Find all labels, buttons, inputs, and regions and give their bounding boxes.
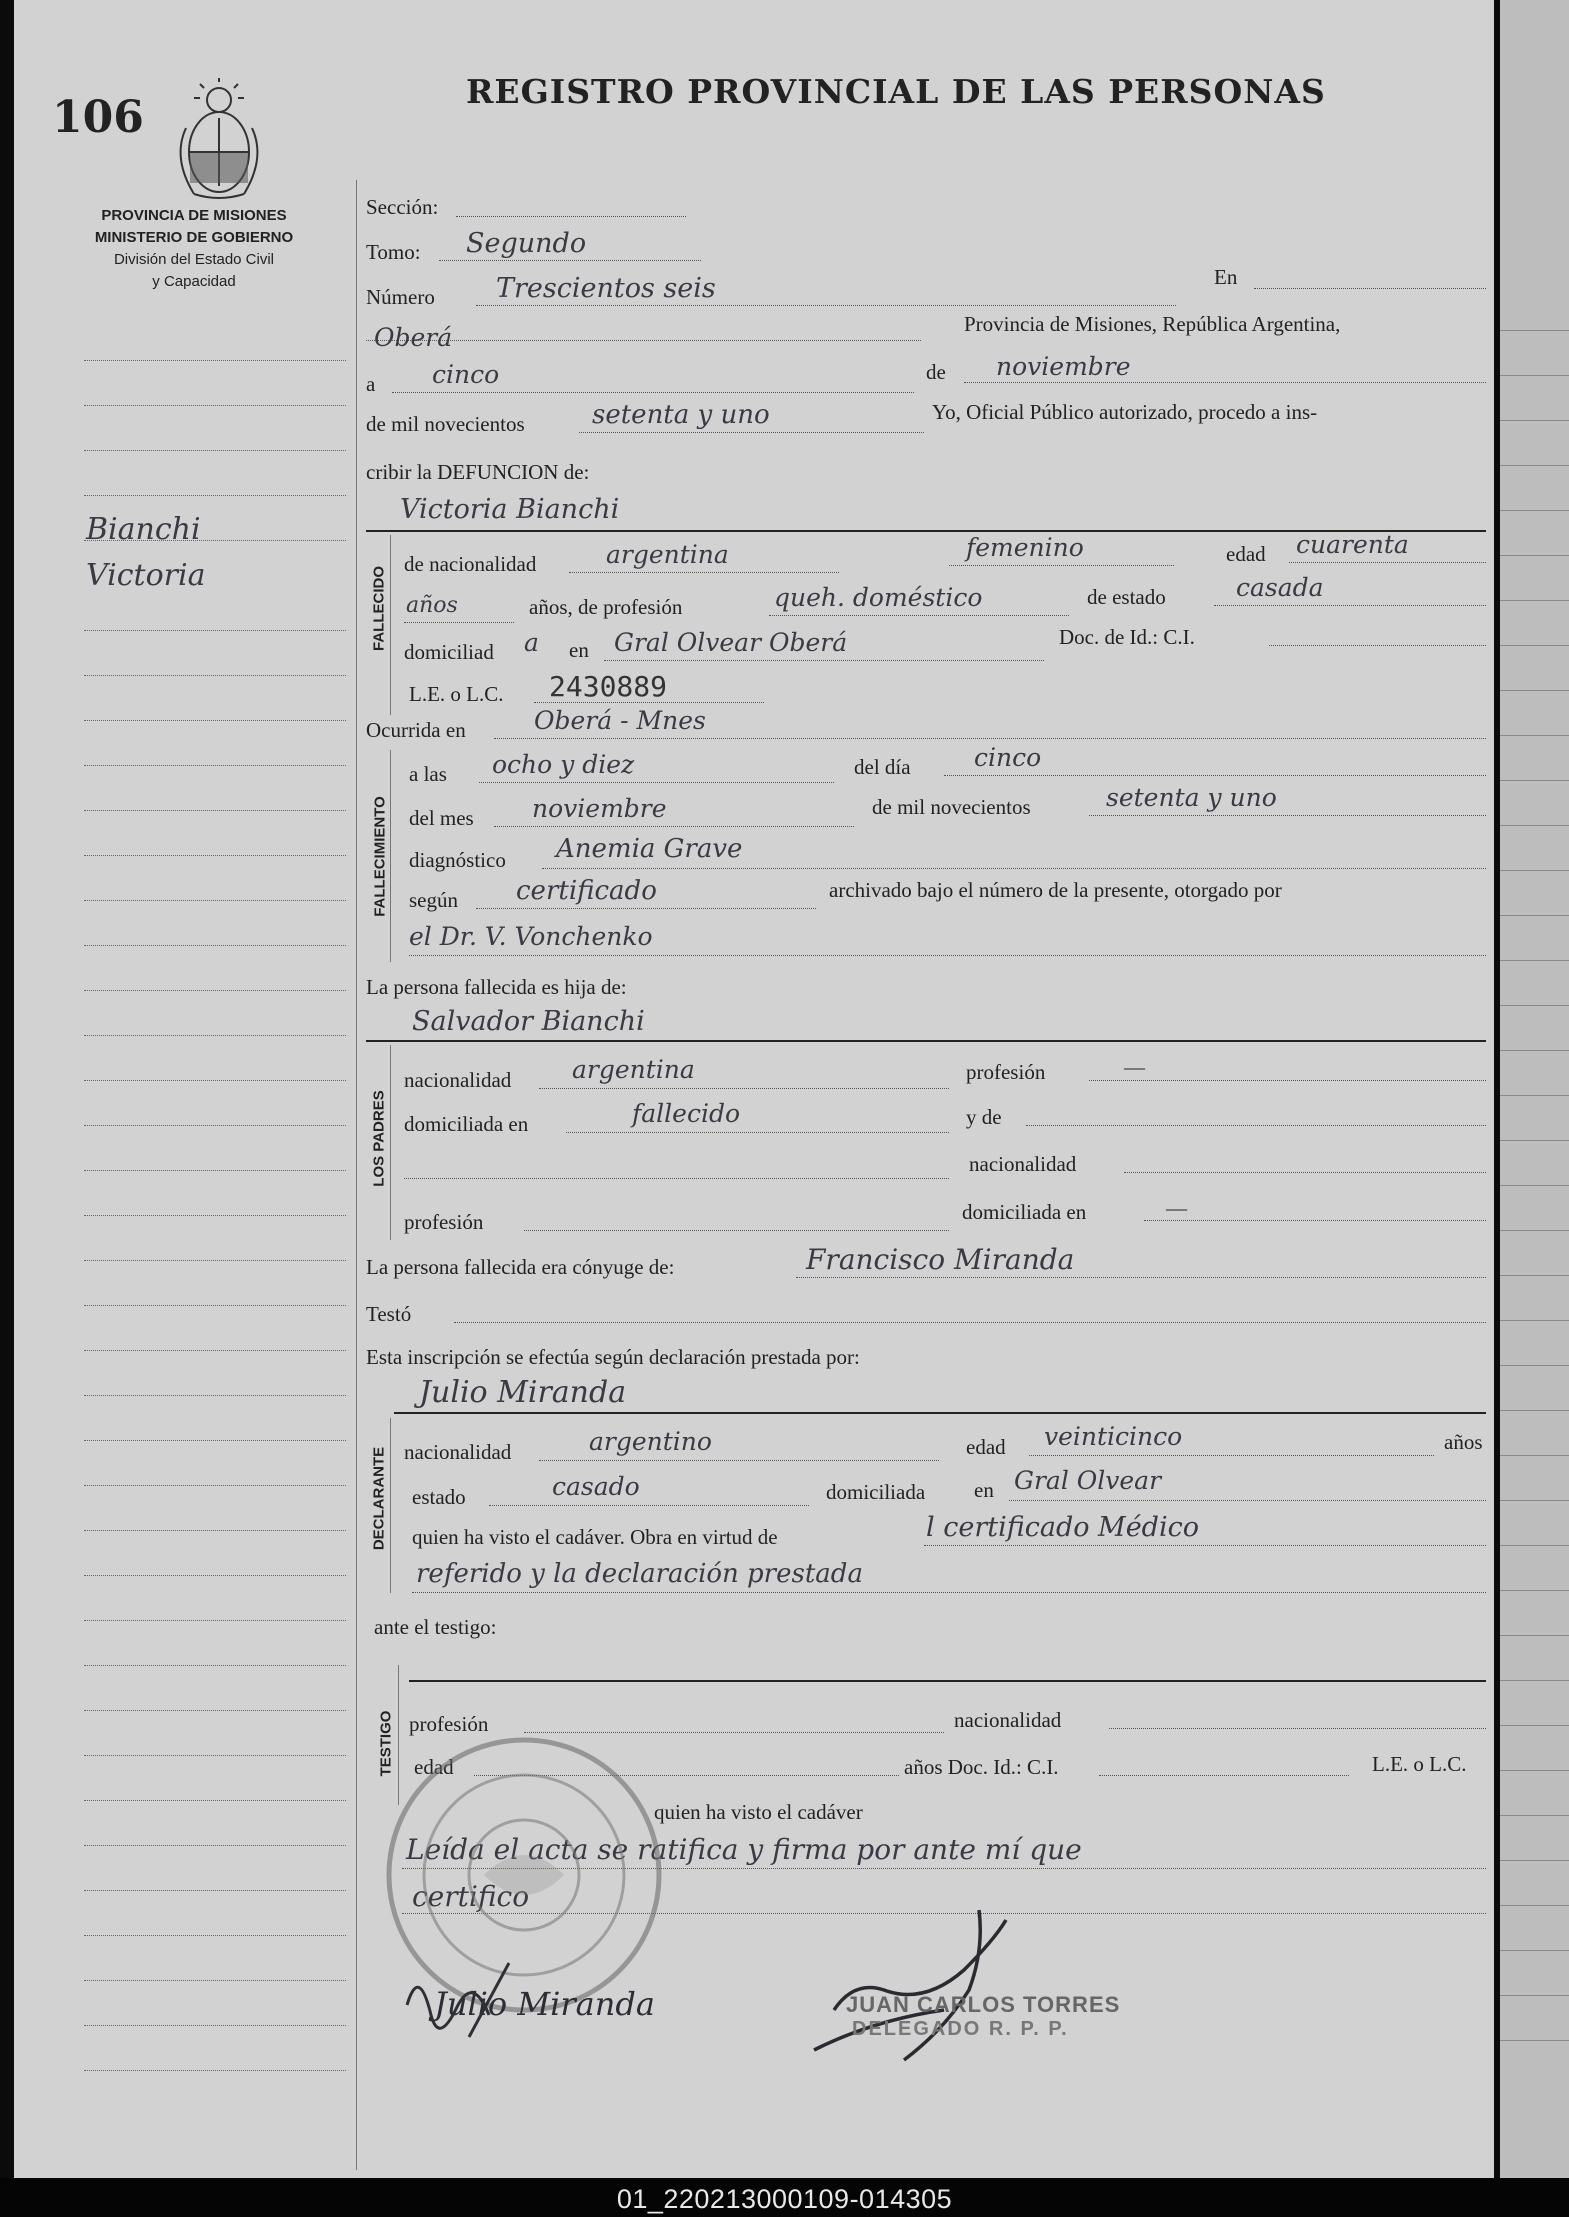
label-t-profesion: profesión bbox=[409, 1712, 489, 1736]
margin-note-name: Victoria bbox=[86, 558, 206, 593]
header-ministry: MINISTERIO DE GOBIERNO bbox=[94, 229, 294, 246]
scan-id: 01_220213000109-014305 bbox=[616, 2184, 953, 2214]
value-conyuge: Francisco Miranda bbox=[806, 1243, 1075, 1276]
value-le-lc: 2430889 bbox=[549, 670, 668, 703]
label-diagnostico: diagnóstico bbox=[409, 848, 506, 872]
label-del-dia: del día bbox=[854, 755, 911, 779]
label-numero: Número bbox=[366, 285, 435, 309]
label-edad: edad bbox=[1226, 542, 1266, 566]
section-fallecido: FALLECIDO bbox=[370, 566, 388, 651]
value-padre-nacionalidad: argentina bbox=[572, 1055, 695, 1084]
label-padre-profesion: profesión bbox=[966, 1060, 1046, 1084]
label-del-mes: del mes bbox=[409, 806, 474, 830]
signature-declarante: Julio Miranda bbox=[434, 1985, 655, 2023]
value-lugar: Oberá bbox=[374, 323, 453, 352]
value-segun: certificado bbox=[516, 876, 657, 906]
value-domiciliado-suffix: a bbox=[524, 628, 539, 657]
label-a-las: a las bbox=[409, 762, 447, 786]
label-t-edad: edad bbox=[414, 1755, 454, 1779]
value-a-las: ocho y diez bbox=[492, 750, 635, 779]
value-obra-virtud-2: referido y la declaración prestada bbox=[416, 1559, 863, 1589]
value-del-dia: cinco bbox=[974, 743, 1042, 772]
label-en: En bbox=[1214, 265, 1238, 289]
value-del-mes: noviembre bbox=[532, 794, 667, 823]
value-ocurrida: Oberá - Mnes bbox=[534, 706, 706, 735]
header-division: División del Estado Civil bbox=[113, 251, 275, 268]
label-padre-domicilio: domiciliada en bbox=[404, 1112, 529, 1136]
value-nacionalidad: argentina bbox=[606, 540, 729, 569]
label-doc-id: Doc. de Id.: C.I. bbox=[1059, 625, 1195, 649]
label-hija-de: La persona fallecida es hija de: bbox=[366, 975, 627, 999]
register-page bbox=[14, 0, 1494, 2178]
label-ante-testigo: ante el testigo: bbox=[374, 1615, 497, 1639]
value-declarante: Julio Miranda bbox=[419, 1375, 627, 1410]
label-estado: de estado bbox=[1087, 585, 1166, 609]
value-decl-estado: casado bbox=[552, 1472, 640, 1501]
value-tomo: Segundo bbox=[466, 228, 587, 259]
label-conyuge: La persona fallecida era cónyuge de: bbox=[366, 1255, 675, 1279]
label-testo: Testó bbox=[366, 1302, 412, 1326]
label-seccion: Sección: bbox=[366, 195, 439, 219]
form-border bbox=[356, 180, 357, 2170]
signature-declarante-stroke bbox=[399, 1945, 759, 2055]
section-declarante: DECLARANTE bbox=[370, 1446, 388, 1551]
value-domicilio: Gral Olvear Oberá bbox=[614, 628, 848, 657]
label-en-domicilio: en bbox=[569, 638, 589, 662]
value-padre-profesion: — bbox=[1124, 1055, 1145, 1079]
label-madre-domicilio: domiciliada en bbox=[962, 1200, 1087, 1224]
coat-of-arms-icon bbox=[164, 78, 274, 203]
label-decl-anios: años bbox=[1444, 1430, 1483, 1454]
label-de-mil: de mil novecientos bbox=[366, 412, 525, 436]
label-inscripcion: Esta inscripción se efectúa según declaración prestada por: bbox=[366, 1345, 860, 1369]
margin-note-surname: Bianchi bbox=[86, 512, 201, 547]
left-header bbox=[74, 205, 314, 293]
label-ocurrida-en: Ocurrida en bbox=[366, 718, 466, 742]
value-mes: noviembre bbox=[996, 352, 1131, 381]
value-edad-2: años bbox=[406, 593, 458, 618]
label-domiciliad: domiciliad bbox=[404, 640, 494, 664]
value-obra-virtud: l certificado Médico bbox=[926, 1512, 1199, 1543]
page-number: 106 bbox=[52, 92, 144, 143]
label-t-le-lc: L.E. o L.C. bbox=[1372, 1752, 1467, 1776]
label-decl-domiciliada: domiciliada bbox=[826, 1480, 926, 1504]
value-dia: cinco bbox=[432, 360, 500, 389]
label-madre-nacionalidad: nacionalidad bbox=[969, 1152, 1077, 1176]
label-decl-en: en bbox=[974, 1478, 994, 1502]
label-anios-profesion: años, de profesión bbox=[529, 595, 683, 619]
value-decl-edad: veinticinco bbox=[1044, 1422, 1183, 1451]
header-capacity: y Capacidad bbox=[152, 273, 236, 290]
value-padre-domicilio: fallecido bbox=[632, 1099, 740, 1128]
label-decl-estado: estado bbox=[412, 1485, 466, 1509]
label-t-anios-doc: años Doc. Id.: C.I. bbox=[904, 1755, 1059, 1779]
label-le-lc: L.E. o L.C. bbox=[409, 682, 504, 706]
label-de: de bbox=[926, 360, 946, 384]
value-anio-2: setenta y uno bbox=[1106, 783, 1277, 812]
label-padre-nacionalidad: nacionalidad bbox=[404, 1068, 512, 1092]
label-a: a bbox=[366, 372, 376, 396]
label-tomo: Tomo: bbox=[366, 240, 421, 264]
label-archivado: archivado bajo el número de la presente, otorgado por bbox=[829, 878, 1282, 902]
value-numero: Trescientos seis bbox=[496, 273, 716, 304]
value-edad: cuarenta bbox=[1296, 530, 1409, 559]
value-anio: setenta y uno bbox=[592, 400, 770, 430]
label-decl-nacionalidad: nacionalidad bbox=[404, 1440, 512, 1464]
label-yo-oficial: Yo, Oficial Público autorizado, procedo a ins- bbox=[932, 400, 1318, 424]
label-de-mil-2: de mil novecientos bbox=[872, 795, 1031, 819]
label-segun: según bbox=[409, 888, 458, 912]
label-provincia: Provincia de Misiones, República Argentina, bbox=[964, 312, 1341, 336]
label-inscribir: cribir la DEFUNCION de: bbox=[366, 460, 590, 484]
label-t-quien: quien ha visto el cadáver bbox=[654, 1800, 863, 1824]
label-y-de: y de bbox=[966, 1105, 1002, 1129]
value-medico: el Dr. V. Vonchenko bbox=[409, 922, 653, 951]
value-madre-domicilio: — bbox=[1166, 1196, 1187, 1220]
value-decl-domicilio: Gral Olvear bbox=[1014, 1466, 1162, 1495]
section-padres: LOS PADRES bbox=[370, 1090, 388, 1187]
value-cierre-1: Leída el acta se ratifica y firma por ante mí que bbox=[406, 1833, 1082, 1866]
label-decl-edad: edad bbox=[966, 1435, 1006, 1459]
label-t-nacionalidad: nacionalidad bbox=[954, 1708, 1062, 1732]
label-de-nacionalidad: de nacionalidad bbox=[404, 552, 537, 576]
value-cierre-2: certifico bbox=[412, 1880, 530, 1913]
value-diagnostico: Anemia Grave bbox=[556, 834, 743, 864]
section-fallecimiento: FALLECIMIENTO bbox=[371, 796, 389, 917]
stamp-name: JUAN CARLOS TORRES bbox=[846, 1992, 1121, 2017]
value-estado: casada bbox=[1236, 573, 1324, 602]
adjacent-page-edge bbox=[1500, 0, 1569, 2178]
section-testigo: TESTIGO bbox=[377, 1710, 395, 1777]
label-quien-visto: quien ha visto el cadáver. Obra en virtud de bbox=[412, 1525, 778, 1549]
header-province: PROVINCIA DE MISIONES bbox=[101, 207, 287, 224]
value-nombre: Victoria Bianchi bbox=[400, 494, 620, 525]
value-profesion: queh. doméstico bbox=[774, 583, 983, 612]
page-title: REGISTRO PROVINCIAL DE LAS PERSONAS bbox=[466, 72, 1326, 111]
label-madre-profesion: profesión bbox=[404, 1210, 484, 1234]
value-sexo: femenino bbox=[966, 533, 1084, 562]
value-decl-nacionalidad: argentino bbox=[589, 1427, 712, 1456]
value-padre: Salvador Bianchi bbox=[412, 1006, 645, 1037]
stamp-title: DELEGADO R. P. P. bbox=[852, 2018, 1069, 2040]
